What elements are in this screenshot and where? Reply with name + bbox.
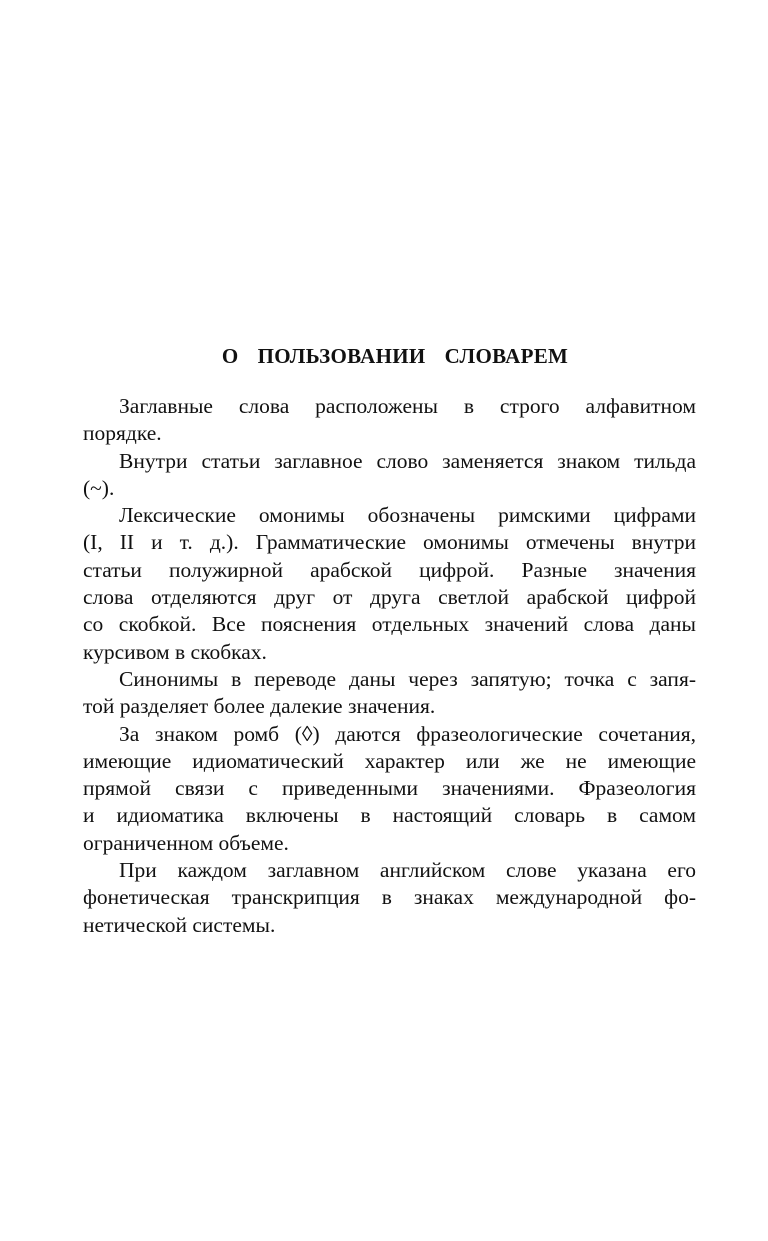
paragraph-synonyms (83, 666, 696, 721)
paragraph-line: ограниченном объеме. (83, 830, 289, 855)
paragraph-line: Заглавные слова расположены в строго алфавитном (119, 394, 696, 418)
paragraph-line: фонетическая транскрипция в знаках международной фо- (83, 885, 696, 910)
paragraph-line: (~). (83, 475, 115, 500)
paragraph-line: порядке. (83, 421, 162, 446)
paragraph-line: Лексические омонимы обозначены римскими цифрами (119, 503, 696, 528)
paragraph-line: имеющие идиоматический характер или же не имеющие (83, 748, 696, 773)
paragraph-line: За знаком ромб (◊) даются фразеологические сочетания, (119, 721, 696, 746)
paragraph-line: и идиоматика включены в настоящий словарь в самом (83, 803, 696, 828)
paragraph-line: статьи полужирной арабской цифрой. Разные значения (83, 557, 696, 582)
paragraph-line: Внутри статьи заглавное слово заменяется знаком тильда (119, 448, 696, 473)
document-body (83, 393, 696, 939)
paragraph-homonyms (83, 502, 696, 666)
paragraph-line: прямой связи с приведенными значениями. Фразеология (83, 776, 696, 801)
paragraph-line: нетической системы. (83, 912, 276, 937)
paragraph-tilde (83, 448, 696, 503)
paragraph-line: слова отделяются друг от друга светлой арабской цифрой (83, 585, 696, 610)
paragraph-line: При каждом заглавном английском слове указана его (119, 858, 696, 883)
paragraph-line: той разделяет более далекие значения. (83, 694, 436, 719)
paragraph-line: (I, II и т. д.). Грамматические омонимы отмечены внутри (83, 530, 696, 555)
paragraph-line: курсивом в скобках. (83, 639, 267, 664)
paragraph-line: со скобкой. Все пояснения отдельных значений слова даны (83, 612, 696, 637)
paragraph-alphabetical-order (83, 393, 696, 448)
paragraph-line: Синонимы в переводе даны через запятую; точка с запя- (119, 666, 696, 691)
paragraph-phraseology (83, 721, 696, 857)
paragraph-transcription (83, 857, 696, 939)
page-title: О ПОЛЬЗОВАНИИ СЛОВАРЕМ (221, 344, 569, 368)
